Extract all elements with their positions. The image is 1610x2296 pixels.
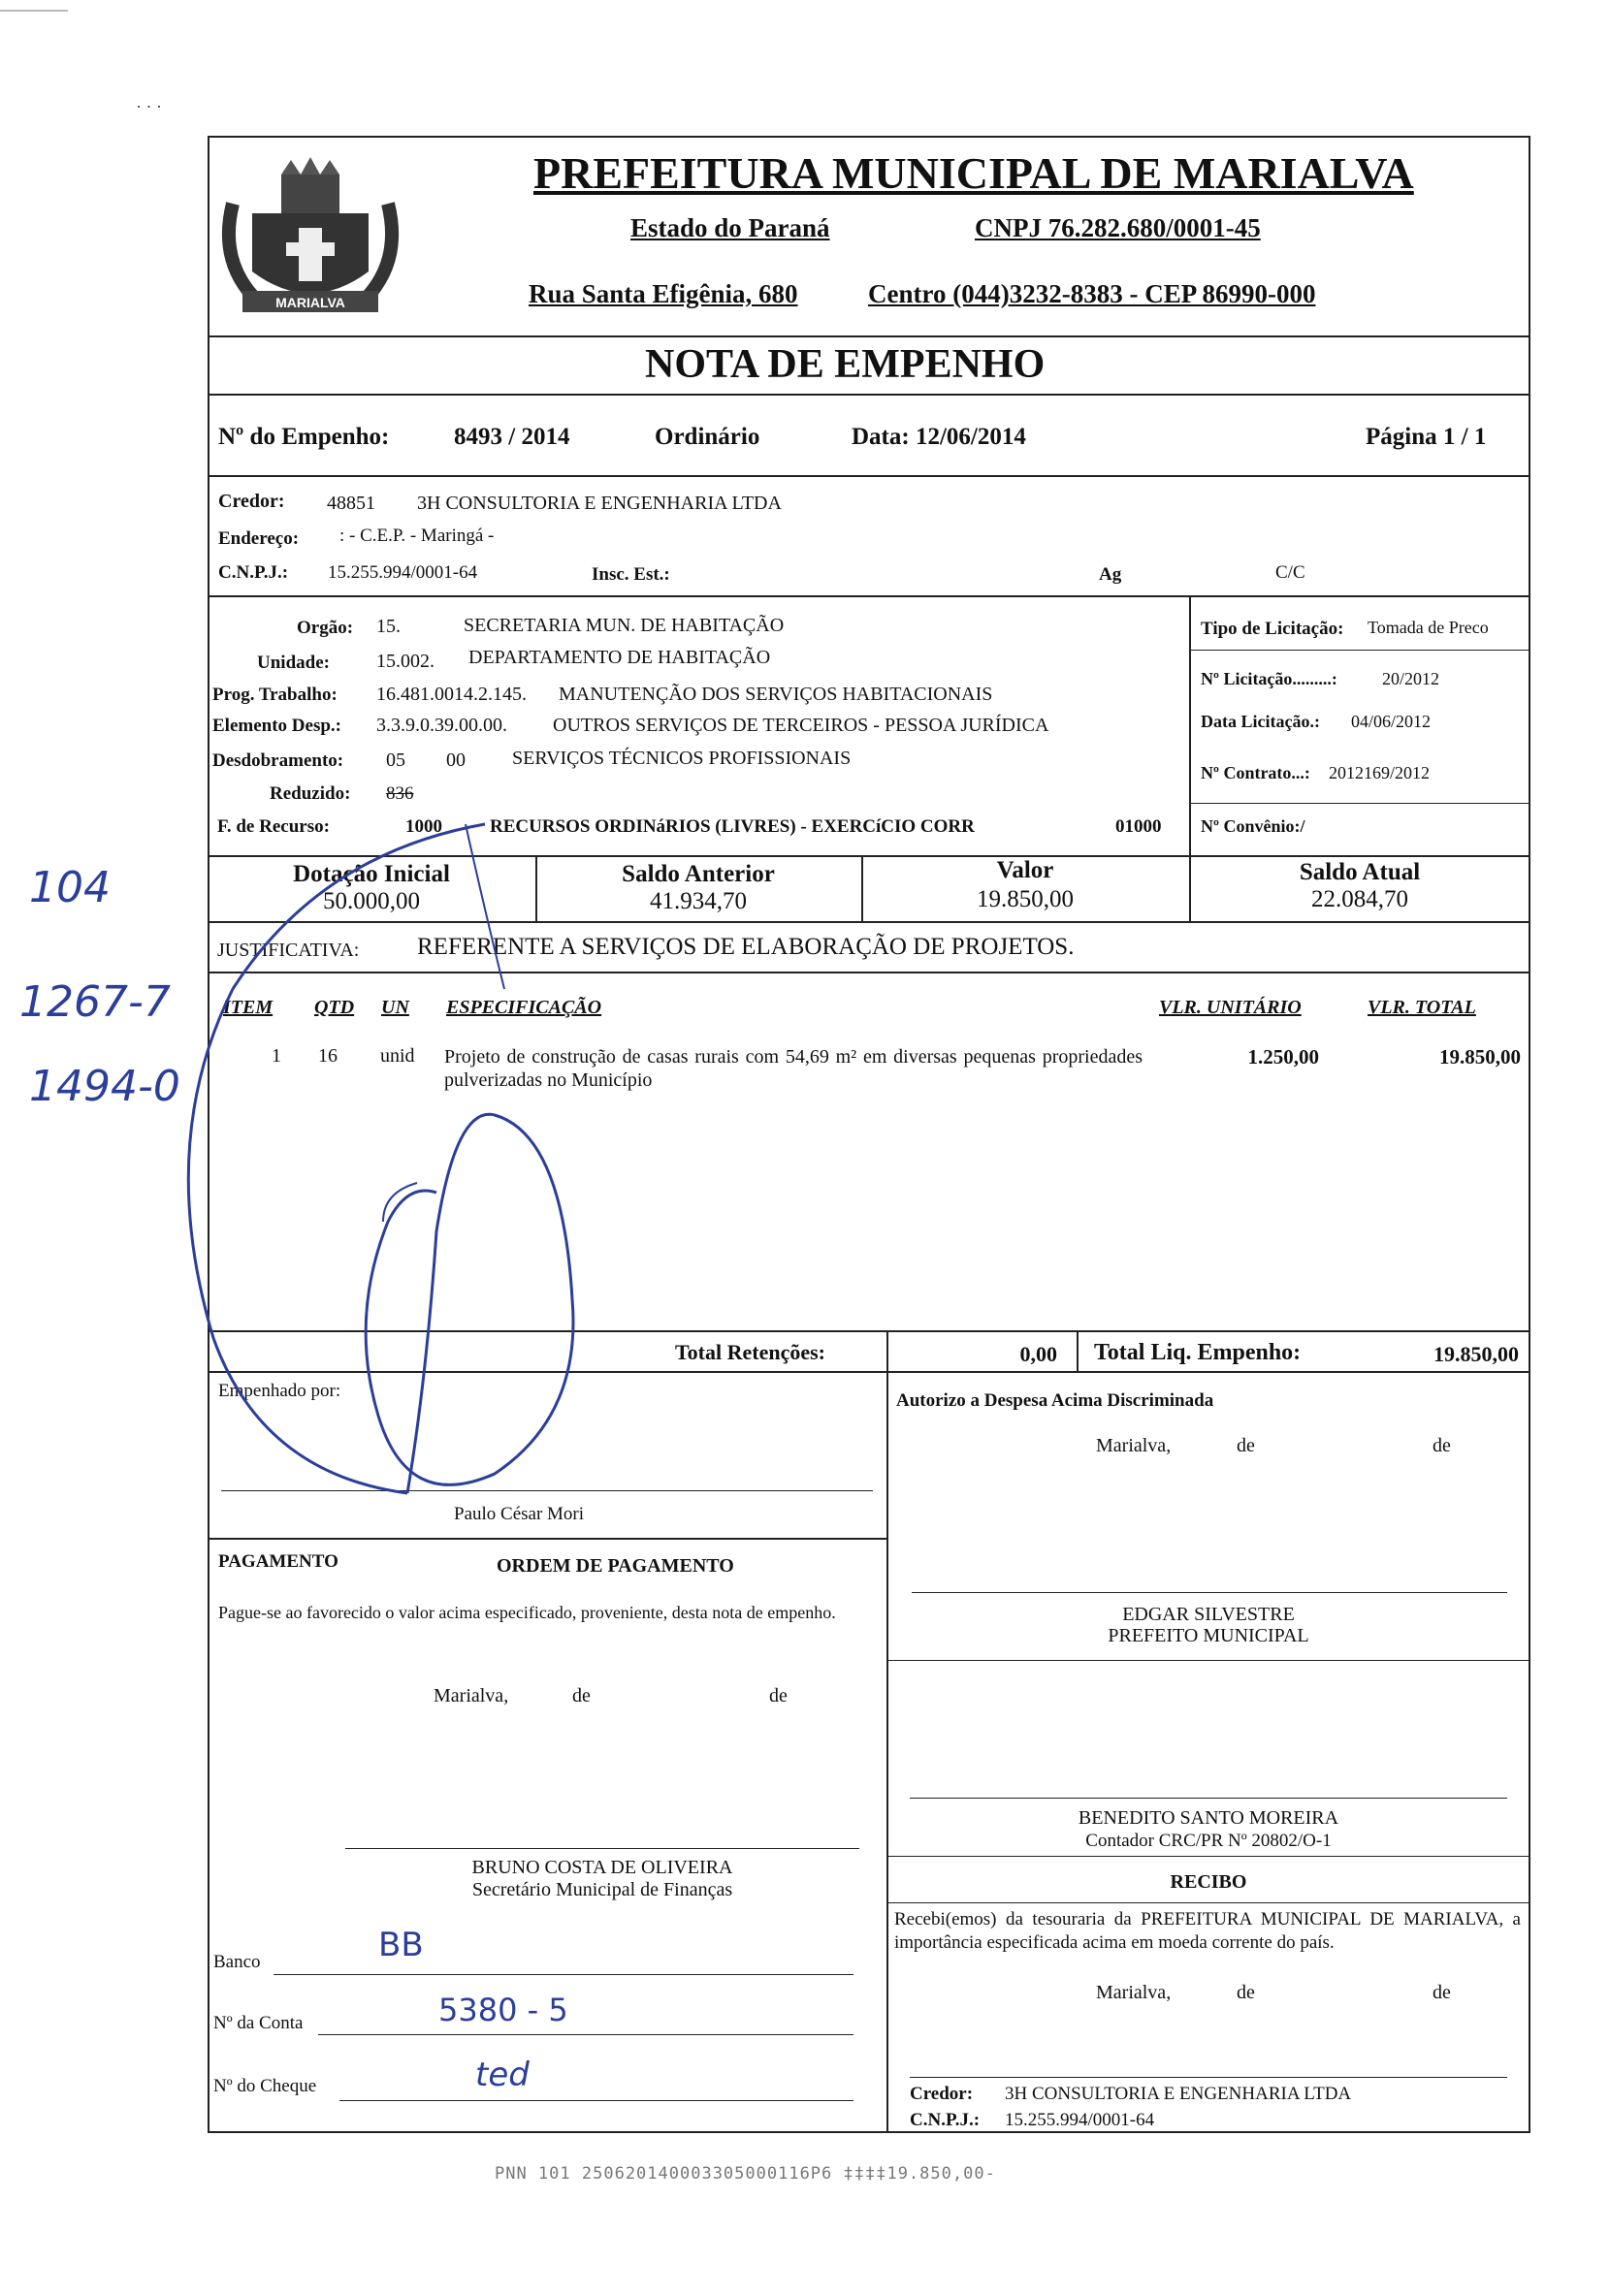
item-row-1-espec: Projeto de construção de casas rurais com 54,69 m² em diversas pequenas propriedades pulverizadas no Município — [444, 1046, 1143, 1091]
dotacao-label: Dotação Inicial — [293, 861, 450, 887]
elemento-code: 3.3.9.0.39.00.00. — [376, 715, 507, 736]
pagamento-de1: de — [572, 1685, 591, 1706]
licitacao-data-label: Data Licitação.: — [1201, 712, 1320, 731]
items-header-item: ITEM — [223, 997, 274, 1018]
saldo-anterior-label: Saldo Anterior — [622, 861, 775, 887]
credor-insc-label: Insc. Est.: — [592, 564, 670, 585]
justificativa-text: REFERENTE A SERVIÇOS DE ELABORAÇÃO DE PROJETOS. — [417, 934, 1075, 960]
frame-bottom — [208, 2131, 1530, 2133]
reduzido-label: Reduzido: — [270, 783, 351, 804]
empenho-page: Página 1 / 1 — [1366, 424, 1487, 450]
liq-empenho-label: Total Liq. Empenho: — [1094, 1340, 1302, 1365]
conta-value: 5380 - 5 — [438, 1992, 568, 2028]
pagamento-city: Marialva, — [434, 1685, 509, 1706]
orgao-code: 15. — [376, 616, 401, 637]
item-row-1-un: unid — [380, 1045, 415, 1067]
contador-role: Contador CRC/PR Nº 20802/O-1 — [1085, 1831, 1332, 1851]
autorizo-de1: de — [1237, 1435, 1255, 1456]
saldo-atual-label: Saldo Atual — [1299, 859, 1421, 885]
pagamento-text: Pague-se ao favorecido o valor acima especificado, proveniente, desta nota de empenho. — [218, 1603, 836, 1622]
saldo-anterior-value: 41.934,70 — [650, 888, 747, 914]
recibo-cnpj: 15.255.994/0001-64 — [1005, 2110, 1155, 2130]
doc-title: NOTA DE EMPENHO — [645, 342, 1046, 387]
empenho-number: 8493 / 2014 — [454, 424, 570, 450]
header-address: Rua Santa Efigênia, 680 — [529, 279, 798, 308]
credor-code: 48851 — [327, 493, 375, 514]
recurso-code: 1000 — [405, 816, 442, 837]
licitacao-numero-label: Nº Licitação.........: — [1201, 669, 1337, 688]
empenho-date: Data: 12/06/2014 — [852, 424, 1026, 450]
recurso-label: F. de Recurso: — [217, 816, 330, 837]
prog-label: Prog. Trabalho: — [212, 685, 338, 705]
items-header-un: UN — [381, 997, 409, 1018]
orgao-label: Orgão: — [297, 618, 354, 638]
banco-label: Banco — [213, 1952, 261, 1972]
item-row-1-item: 1 — [272, 1045, 281, 1067]
unidade-code: 15.002. — [376, 651, 435, 672]
recibo-credor: 3H CONSULTORIA E ENGENHARIA LTDA — [1005, 2084, 1352, 2104]
items-header-qtd: QTD — [314, 997, 355, 1018]
cheque-value: ted — [475, 2056, 530, 2094]
header-cnpj: CNPJ 76.282.680/0001-45 — [975, 213, 1261, 242]
coat-of-arms-text: MARIALVA — [275, 295, 345, 310]
licitacao-data: 04/06/2012 — [1351, 712, 1432, 731]
dotacao-value: 50.000,00 — [323, 888, 420, 914]
credor-cnpj: 15.255.994/0001-64 — [328, 562, 478, 583]
scan-marks: · · · — [136, 97, 162, 116]
conta-label: Nº da Conta — [213, 2013, 304, 2033]
desdobramento-b: 00 — [446, 749, 466, 771]
recibo-de2: de — [1433, 1982, 1451, 2003]
saldo-atual-value: 22.084,70 — [1311, 886, 1408, 912]
recibo-city: Marialva, — [1096, 1982, 1172, 2003]
scan-edge — [0, 10, 68, 12]
credor-address: : - C.E.P. - Maringá - — [339, 526, 495, 546]
credor-name: 3H CONSULTORIA E ENGENHARIA LTDA — [417, 493, 782, 514]
ordem-pagamento-label: ORDEM DE PAGAMENTO — [497, 1555, 734, 1577]
orgao-name: SECRETARIA MUN. DE HABITAÇÃO — [464, 615, 785, 636]
signature-icon — [175, 795, 718, 1532]
footer-code: PNN 101 250620140003305000116P6 ‡‡‡‡19.850,00- — [495, 2164, 996, 2184]
pagamento-de2: de — [769, 1685, 788, 1706]
recibo-credor-label: Credor: — [910, 2084, 974, 2104]
item-row-1-total: 19.850,00 — [1439, 1045, 1521, 1068]
secretario-role: Secretário Municipal de Finanças — [471, 1879, 733, 1900]
credor-cnpj-label: C.N.P.J.: — [218, 562, 289, 583]
recurso-name: RECURSOS ORDINáRIOS (LIVRES) - EXERCíCIO CORR — [490, 816, 975, 837]
empenhado-name: Paulo César Mori — [454, 1504, 585, 1524]
empenhado-label: Empenhado por: — [218, 1381, 341, 1401]
items-header-total: VLR. TOTAL — [1368, 997, 1476, 1018]
credor-cc-label: C/C — [1275, 562, 1305, 583]
empenho-type: Ordinário — [655, 424, 760, 450]
item-row-1-qtd: 16 — [318, 1045, 338, 1067]
prefeito-name: EDGAR SILVESTRE — [1122, 1604, 1295, 1625]
unidade-name: DEPARTAMENTO DE HABITAÇÃO — [468, 647, 771, 668]
header-phone: Centro (044)3232-8383 - CEP 86990-000 — [868, 279, 1316, 308]
prog-code: 16.481.0014.2.145. — [376, 684, 527, 705]
recibo-label: RECIBO — [1170, 1871, 1247, 1893]
recibo-cnpj-label: C.N.P.J.: — [910, 2110, 981, 2130]
items-header-espec: ESPECIFICAÇÃO — [446, 997, 602, 1018]
credor-address-label: Endereço: — [218, 528, 300, 549]
recibo-de1: de — [1237, 1982, 1255, 2003]
licitacao-numero: 20/2012 — [1382, 669, 1440, 688]
recurso-num: 01000 — [1115, 816, 1162, 837]
recibo-text: Recebi(emos) da tesouraria da PREFEITURA MUNICIPAL DE MARIALVA, a importância especificada acima em moeda corrente do país. — [894, 1909, 1521, 1953]
desdobramento-label: Desdobramento: — [212, 750, 344, 771]
licitacao-tipo-label: Tipo de Licitação: — [1201, 619, 1344, 639]
autorizo-city: Marialva, — [1096, 1435, 1172, 1456]
autorizo-de2: de — [1433, 1435, 1451, 1456]
credor-ag-label: Ag — [1099, 564, 1122, 585]
header-state: Estado do Paraná — [630, 213, 830, 242]
credor-label: Credor: — [218, 491, 285, 512]
valor-value: 19.850,00 — [977, 886, 1074, 912]
elemento-label: Elemento Desp.: — [212, 716, 341, 736]
retencoes-value: 0,00 — [1019, 1342, 1057, 1366]
contador-name: BENEDITO SANTO MOREIRA — [1078, 1807, 1339, 1829]
unidade-label: Unidade: — [257, 653, 330, 673]
liq-empenho-value: 19.850,00 — [1433, 1342, 1519, 1366]
prefeito-role: PREFEITO MUNICIPAL — [1108, 1625, 1309, 1646]
header-title: PREFEITURA MUNICIPAL DE MARIALVA — [533, 148, 1414, 198]
autorizo-label: Autorizo a Despesa Acima Discriminada — [896, 1390, 1214, 1411]
margin-note-2: 1267-7 — [19, 977, 171, 1027]
justificativa-label: JUSTIFICATIVA: — [217, 940, 360, 961]
item-row-1-unit: 1.250,00 — [1247, 1045, 1319, 1068]
cheque-label: Nº do Cheque — [213, 2076, 317, 2096]
empenho-label: Nº do Empenho: — [218, 424, 390, 450]
valor-label: Valor — [996, 857, 1054, 883]
desdobramento-a: 05 — [386, 749, 405, 771]
licitacao-tipo: Tomada de Preco — [1368, 618, 1489, 637]
secretario-name: BRUNO COSTA DE OLIVEIRA — [471, 1857, 733, 1878]
retencoes-label: Total Retenções: — [675, 1340, 825, 1364]
coat-of-arms-icon — [213, 145, 407, 339]
licitacao-contrato-label: Nº Contrato...: — [1201, 763, 1310, 782]
licitacao-contrato: 2012169/2012 — [1329, 763, 1431, 782]
pagamento-label: PAGAMENTO — [218, 1551, 338, 1572]
banco-value: BB — [378, 1926, 424, 1964]
frame-top — [208, 136, 1530, 138]
prog-name: MANUTENÇÃO DOS SERVIÇOS HABITACIONAIS — [559, 684, 993, 705]
reduzido-value: 836 — [386, 783, 414, 804]
elemento-name: OUTROS SERVIÇOS DE TERCEIROS - PESSOA JURÍDICA — [553, 715, 1049, 736]
desdobramento-name: SERVIÇOS TÉCNICOS PROFISSIONAIS — [512, 748, 852, 769]
frame-right — [1529, 136, 1530, 2133]
margin-note-1: 104 — [29, 863, 111, 912]
items-header-unit: VLR. UNITÁRIO — [1159, 997, 1302, 1018]
licitacao-convenio-label: Nº Convênio:/ — [1201, 816, 1305, 836]
margin-note-3: 1494-0 — [29, 1062, 180, 1111]
